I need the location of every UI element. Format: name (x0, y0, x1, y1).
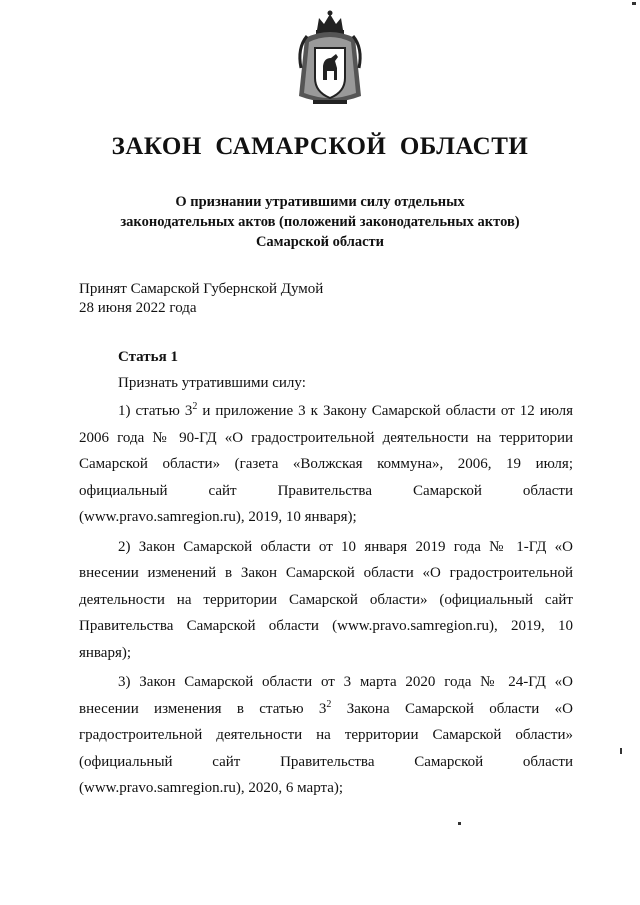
adoption-info (79, 280, 323, 318)
item-text: 1) статью 3 (118, 403, 193, 419)
adoption-date: 28 июня 2022 года (79, 300, 197, 316)
scan-speck (458, 822, 461, 825)
law-title: ЗАКОН САМАРСКОЙ ОБЛАСТИ (111, 133, 529, 160)
adoption-body: Принят Самарской Губернской Думой (79, 281, 324, 297)
item-superscript: 2 (326, 698, 332, 710)
scan-speck (632, 2, 636, 5)
list-item: 2) Закон Самарской области от 10 января 2019 года № 1-ГД «О внесении изменений в Закон Самарской области «О градостроительной деятельности на территории Самарской области» (официальный сайт Правительства Самарской области (www.pravo.samregion.ru), 2019, 10 января); (79, 538, 573, 661)
law-subtitle (0, 192, 640, 252)
item-text: и приложение 3 к Закону Самарской области от 12 июля 2006 года № 90-ГД «О градостроительной деятельности на территории Самарской области» (газета «Волжская коммуна», 2006, 19 июля; официальный сайт Правительства Самарской области (www.pravo.samregion.ru), 2019, 10 января); (79, 403, 573, 525)
item-text: Закона Самарской области «О градостроительной деятельности на территории Самарской области» (официальный сайт Правительства Самарской области (www.pravo.samregion.ru), 2020, 6 марта); (79, 700, 573, 796)
item-superscript: 2 (192, 401, 198, 412)
item-text: 3) Закон Самарской области от 3 марта 2020 года № 24-ГД «О внесении изменения в статью 3 (79, 674, 573, 717)
subtitle-line: законодательных актов (положений законодательных актов) (120, 214, 520, 230)
scan-speck (620, 748, 622, 754)
subtitle-line: Самарской области (255, 234, 385, 250)
list-item (79, 669, 573, 802)
article-items (79, 398, 573, 805)
list-item (79, 398, 573, 531)
subtitle-line: О признании утратившими силу отдельных (175, 194, 465, 210)
article-heading: Статья 1 (118, 349, 178, 365)
article-intro: Признать утратившими силу: (118, 375, 306, 391)
samara-coat-of-arms-icon (293, 8, 367, 110)
